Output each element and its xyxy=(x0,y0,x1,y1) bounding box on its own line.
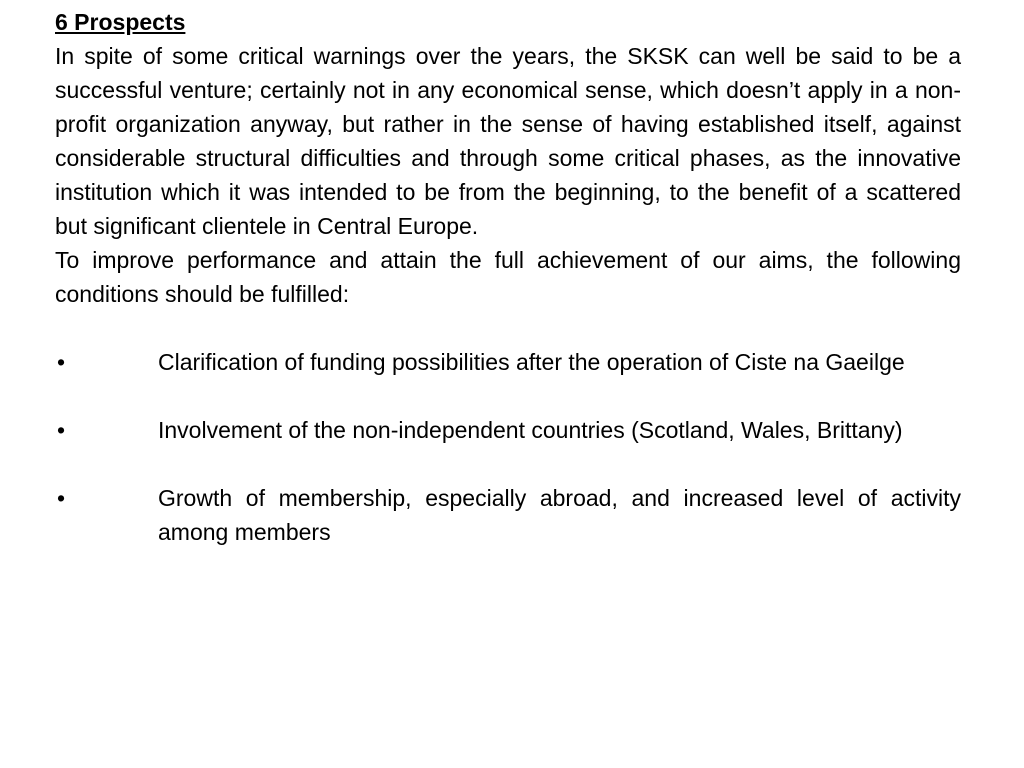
bullet-icon: • xyxy=(57,417,66,443)
list-item xyxy=(55,413,961,447)
list-item xyxy=(55,481,961,549)
section-heading: 6 Prospects xyxy=(55,9,186,35)
list-item-text: Involvement of the non-independent countries (Scotland, Wales, Brittany) xyxy=(158,417,903,443)
list-item-text: Growth of membership, especially abroad, and increased level of activity among members xyxy=(158,485,961,545)
conditions-paragraph: To improve performance and attain the full achievement of our aims, the following conditions should be fulfilled: xyxy=(55,247,961,307)
intro-paragraph: In spite of some critical warnings over the years, the SKSK can well be said to be a successful venture; certainly not in any economical sense, which doesn’t apply in a non-profit organization anyway, but rather in the sense of having established itself, against considerable structural difficulties and through some critical phases, as the innovative institution which it was intended to be from the beginning, to the benefit of a scattered but significant clientele in Central Europe. xyxy=(55,43,961,239)
bullet-icon: • xyxy=(57,349,66,375)
slide-content xyxy=(55,5,961,583)
list-item-text: Clarification of funding possibilities after the operation of Ciste na Gaeilge xyxy=(158,349,905,375)
bullet-icon: • xyxy=(57,485,66,511)
list-item xyxy=(55,345,961,379)
conditions-list xyxy=(55,345,961,549)
